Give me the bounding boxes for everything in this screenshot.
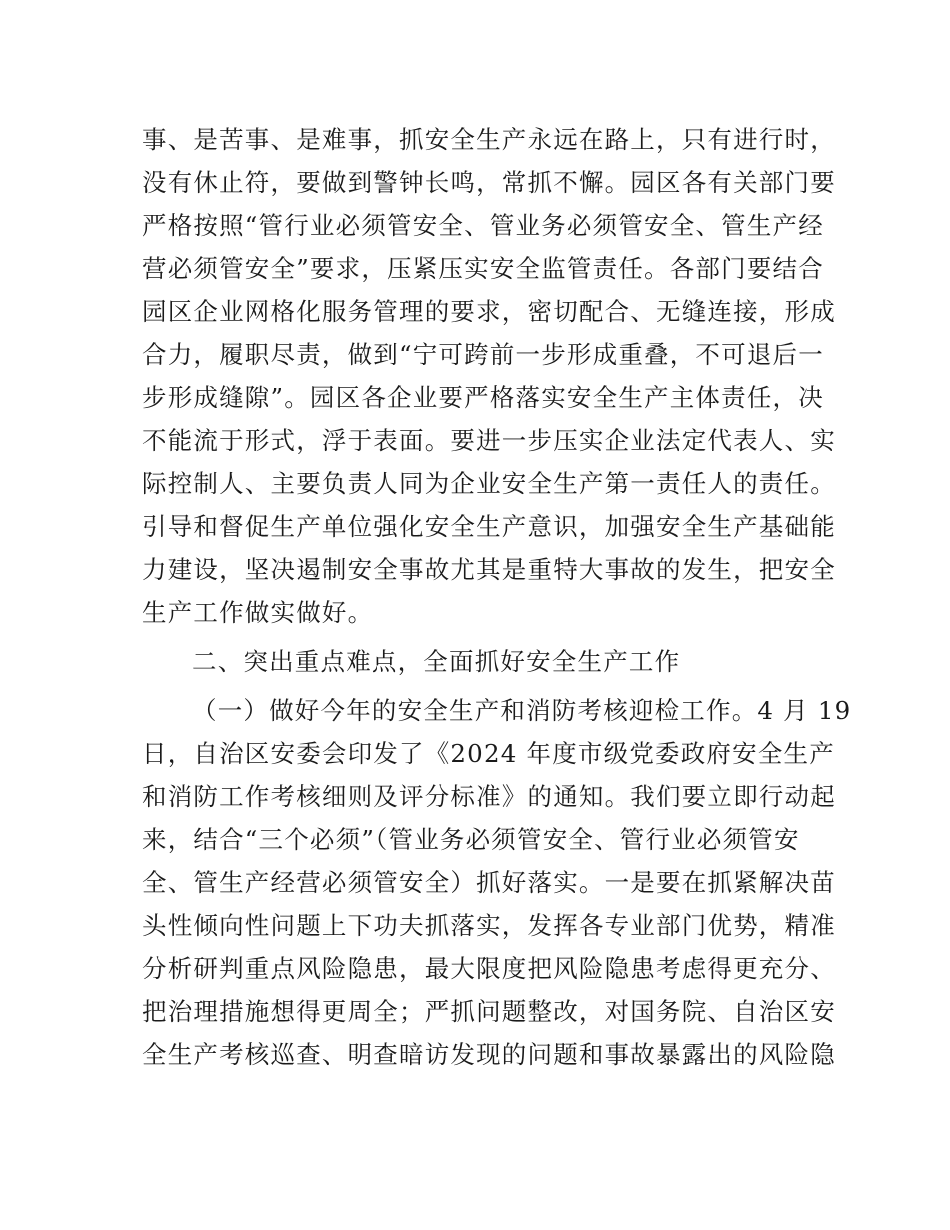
text-line: 园区企业网格化服务管理的要求，密切配合、无缝连接，形成 [142,297,836,326]
text-line: 事、是苦事、是难事，抓安全生产永远在路上，只有进行时， [142,125,836,154]
paragraph-1 [142,118,836,634]
text-line: 严格按照“管行业必须管安全、管业务必须管安全、管生产经 [142,211,824,240]
text-line: 营必须管安全”要求，压紧压实安全监管责任。各部门要结合 [142,254,824,283]
text-line: 没有休止符，要做到警钟长鸣，常抓不懈。园区各有关部门要 [142,168,836,197]
text-line: 和消防工作考核细则及评分标准》的通知。我们要立即行动起 [142,782,836,811]
text-line: （一）做好今年的安全生产和消防考核迎检工作。4 月 19 [192,696,852,725]
text-line: 全生产考核巡查、明查暗访发现的问题和事故暴露出的风险隐 [142,1040,836,1069]
text-line: 头性倾向性问题上下功夫抓落实，发挥各专业部门优势，精准 [142,911,836,940]
text-line: 全、管生产经营必须管安全）抓好落实。一是要在抓紧解决苗 [142,868,836,897]
document-body [142,118,852,1076]
text-line: 生产工作做实做好。 [142,598,374,627]
text-line: 不能流于形式，浮于表面。要进一步压实企业法定代表人、实 [142,426,836,455]
paragraph-2 [142,689,852,1076]
text-line: 力建设，坚决遏制安全事故尤其是重特大事故的发生，把安全 [142,555,836,584]
text-line: 分析研判重点风险隐患，最大限度把风险隐患考虑得更充分、 [142,954,836,983]
section-heading: 二、突出重点难点，全面抓好安全生产工作 [192,647,681,676]
text-line: 把治理措施想得更周全；严抓问题整改，对国务院、自治区安 [142,997,836,1026]
text-line: 合力，履职尽责，做到“宁可跨前一步形成重叠，不可退后一 [142,340,824,369]
text-line: 日，自治区安委会印发了《2024 年度市级党委政府安全生产 [142,739,835,768]
text-line: 际控制人、主要负责人同为企业安全生产第一责任人的责任。 [142,469,836,498]
text-line: 引导和督促生产单位强化安全生产意识，加强安全生产基础能 [142,512,836,541]
text-line: 来，结合“三个必须”（管业务必须管安全、管行业必须管安 [142,825,800,854]
text-line: 步形成缝隙”。园区各企业要严格落实安全生产主体责任，决 [142,383,824,412]
